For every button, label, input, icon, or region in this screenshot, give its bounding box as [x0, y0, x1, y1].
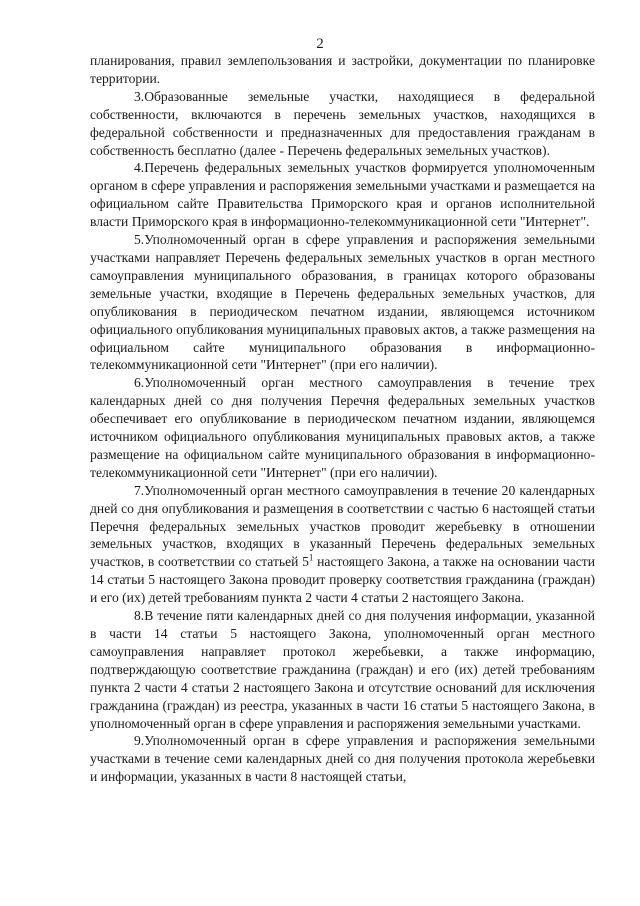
- paragraph-continuation: планирования, правил землепользования и застройки, документации по планировке территории.: [90, 53, 595, 86]
- paragraph-7-superscript: 1: [308, 552, 314, 563]
- paragraph-8: 8.В течение пяти календарных дней со дня получения информации, указанной в части 14 статьи 5 настоящего Закона, уполномоченный орган местного самоуправления направляет протокол жеребьевки, а также информацию, подтверждающую соответствие гражданина (граждан) и его (их) детей требованиям пункта 2 части 4 статьи 2 настоящего Закона и отсутствие оснований для исключения гражданина (граждан) из реестра, указанных в части 16 статьи 5 настоящего Закона, в уполномоченный орган в сфере управления и распоряжения земельными участками.: [90, 608, 595, 731]
- paragraph-7-part-a: 7.Уполномоченный орган местного самоуправления в течение 20 календарных дней со дня опубликования и размещения в соответствии с частью 6 настоящей статьи Перечня федеральных земельных участков проводит жеребьевку в отношении земельных участков, входящих в указанный Перечень федеральных земельных участков, в соответствии со статьей 5: [90, 482, 595, 570]
- paragraph-7: [90, 482, 595, 607]
- document-body: [90, 52, 595, 786]
- paragraph-9: 9.Уполномоченный орган в сфере управления и распоряжения земельными участками в течение семи календарных дней со дня получения протокола жеребьевки и информации, указанных в части 8 настоящей статьи,: [90, 733, 595, 785]
- page-number: 2: [316, 36, 324, 52]
- paragraph-7-part-b: настоящего Закона, а также на основании части 14 статьи 5 настоящего Закона проводит проверку соответствия гражданина (граждан) и его (их) детей требованиям пункта 2 части 4 статьи 2 настоящего Закона.: [90, 554, 595, 606]
- paragraph-5: 5.Уполномоченный орган в сфере управления и распоряжения земельными участками направляет Перечень федеральных земельных участков в орган местного самоуправления муниципального образования, в границах которого образованы земельные участки, входящие в Перечень федеральных земельных участков, для опубликования в периодическом печатном издании, являющемся источником официального опубликования муниципальных правовых актов, а также размещения на официальном сайте муниципального образования в информационно-телекоммуникационной сети "Интернет" (при его наличии).: [90, 232, 595, 373]
- paragraph-3: 3.Образованные земельные участки, находящиеся в федеральной собственности, включаются в перечень земельных участков, находящихся в федеральной собственности и предназначенных для предоставления гражданам в собственность бесплатно (далее - Перечень федеральных земельных участков).: [90, 88, 595, 158]
- paragraph-6: 6.Уполномоченный орган местного самоуправления в течение трех календарных дней со дня получения Перечня федеральных земельных участков обеспечивает его опубликование в периодическом печатном издании, являющемся источником официального опубликования муниципальных правовых актов, а также размещение на официальном сайте муниципального образования в информационно-телекоммуникационной сети "Интернет" (при его наличии).: [90, 375, 595, 480]
- paragraph-4: 4.Перечень федеральных земельных участков формируется уполномоченным органом в сфере управления и распоряжения земельными участками и размещается на официальном сайте Правительства Приморского края и органов исполнительной власти Приморского края в информационно-телекоммуникационной сети "Интернет".: [90, 160, 595, 230]
